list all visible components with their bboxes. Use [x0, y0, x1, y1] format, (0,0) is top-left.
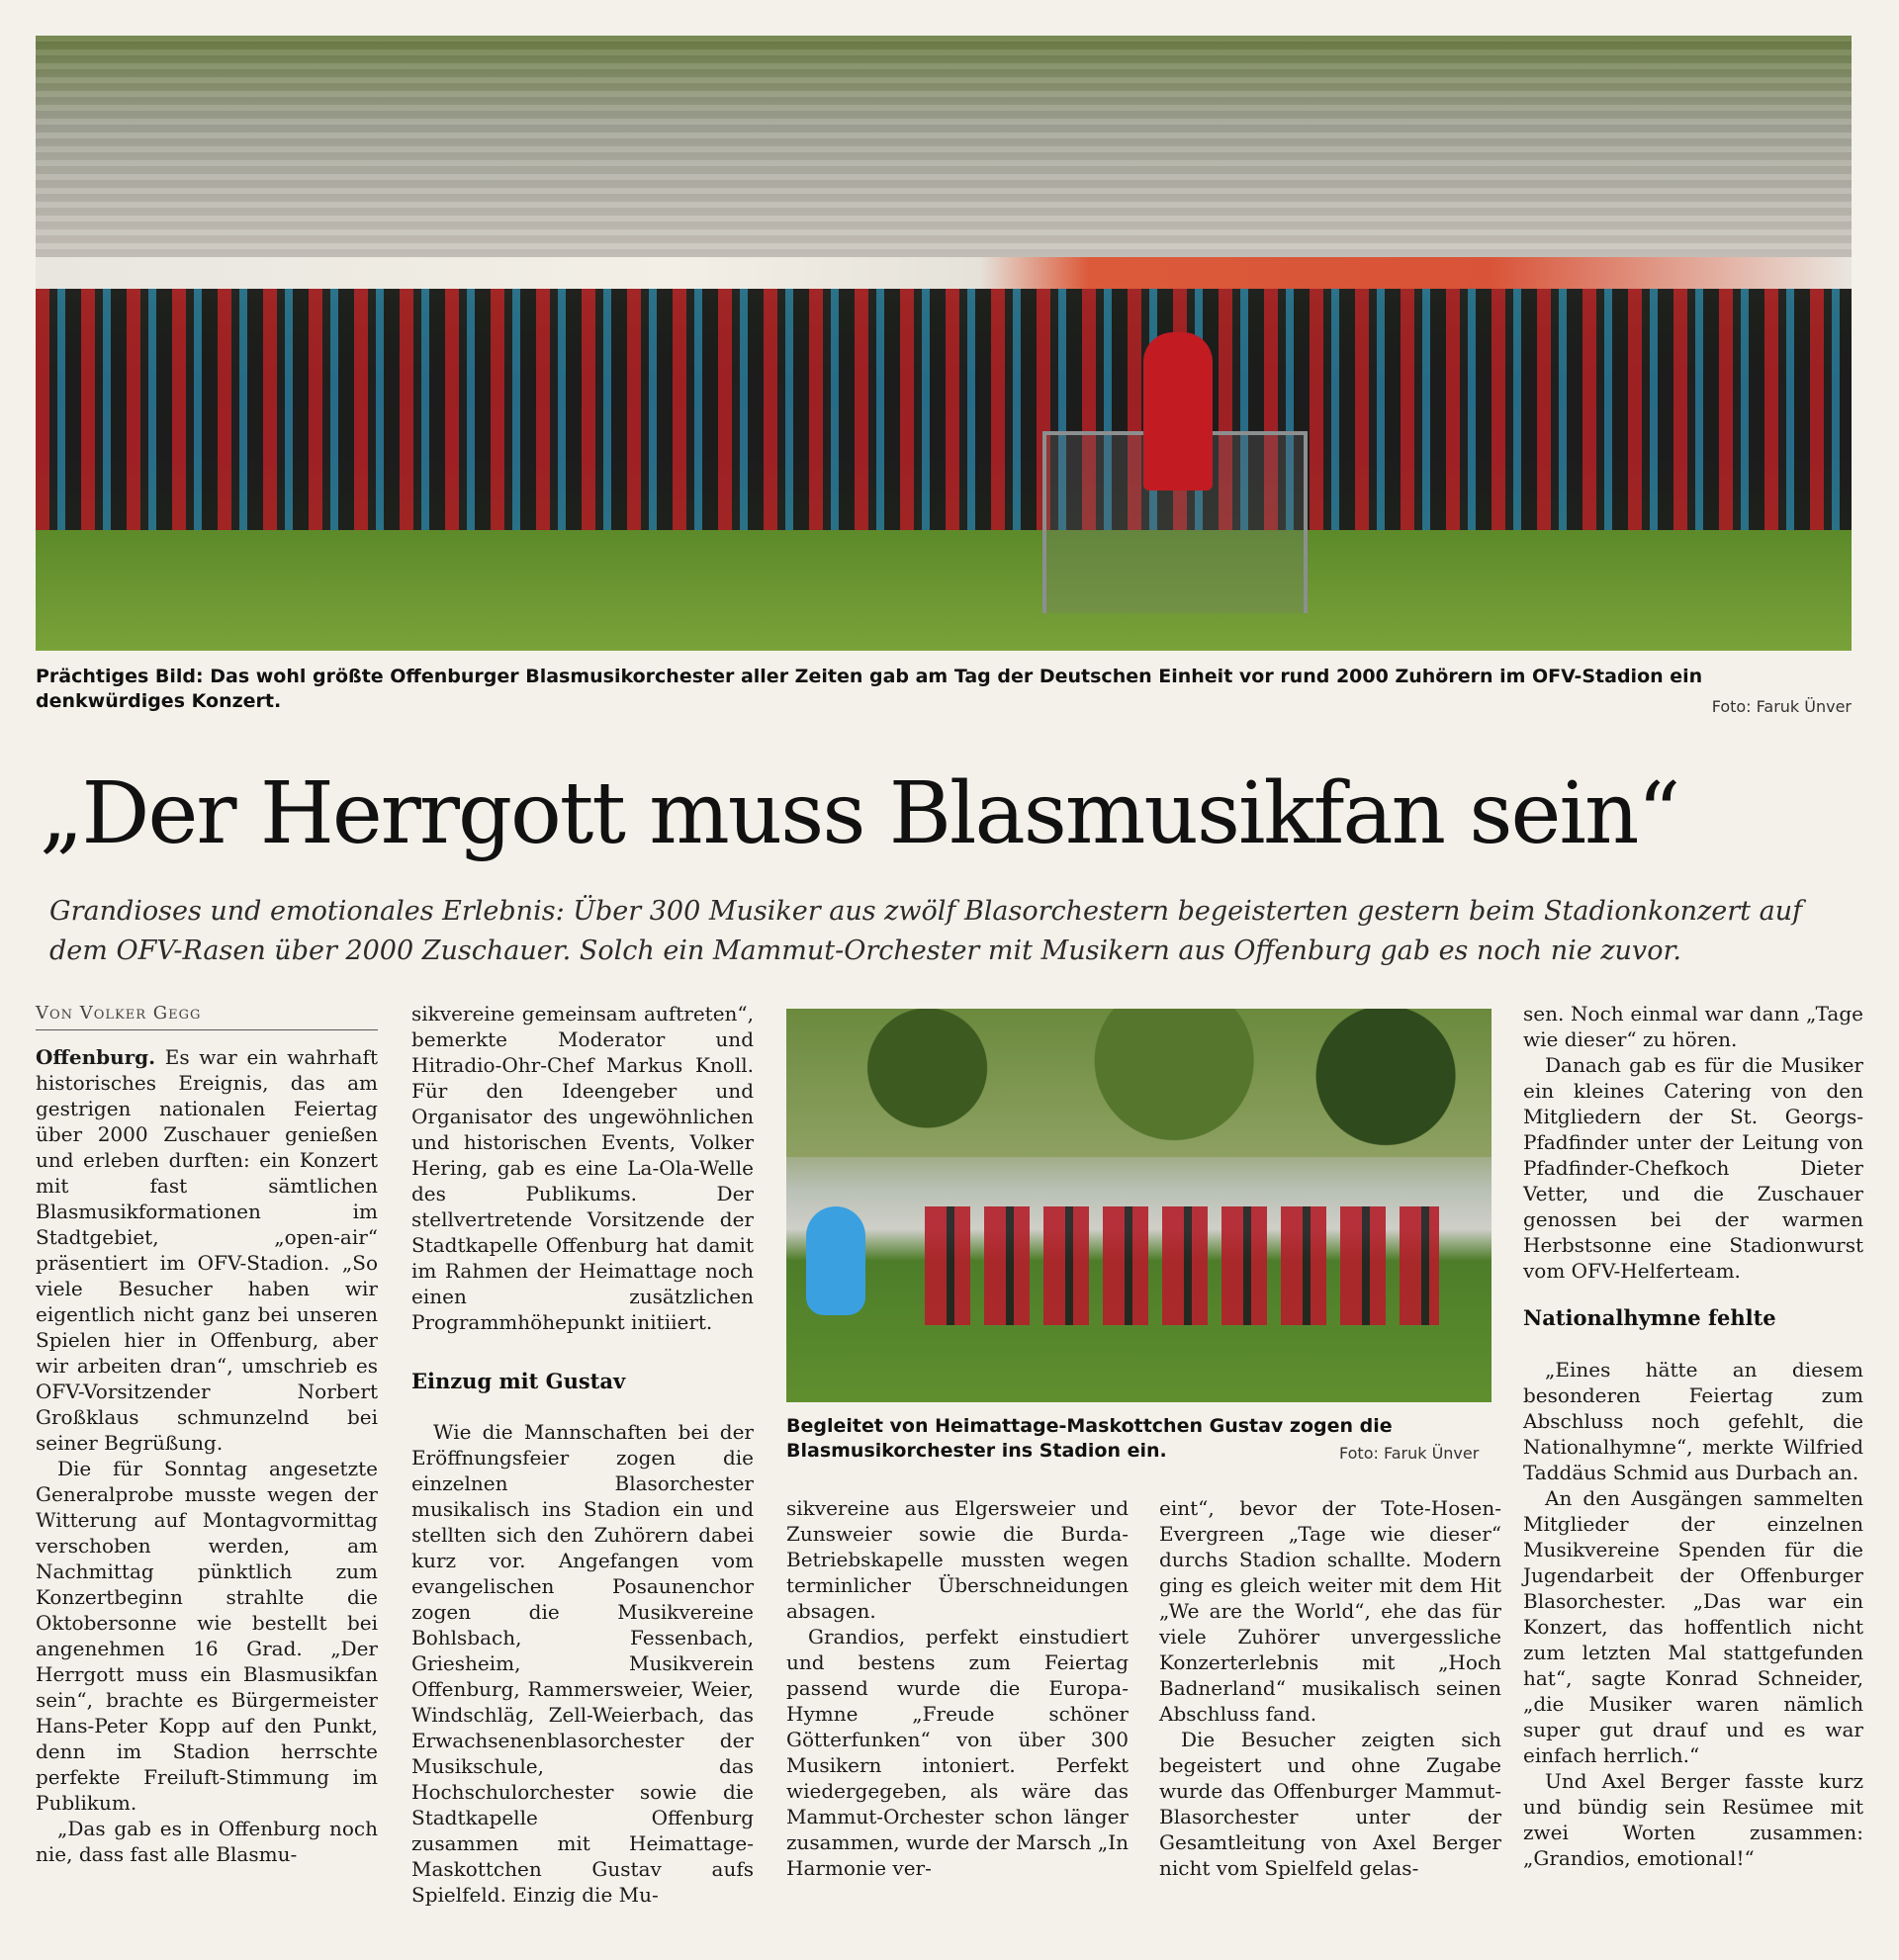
- column-5-bottom: [1523, 1357, 1863, 1871]
- subheadline: Grandioses und emotionales Erlebnis: Über 300 Musiker aus zwölf Blasorchestern begeisterten gestern beim Stadionkonzert auf dem OFV-Rasen über 2000 Zuschauer. Solch ein Mammut-Orchester mit Musikern aus Offenburg gab es noch nie zuvor.: [49, 896, 1803, 966]
- marching-band: [925, 1206, 1439, 1325]
- column-5-top: [1523, 1001, 1863, 1284]
- col1-para-1-text: Es war ein wahrhaft historisches Ereignis, das am gestrigen nationalen Feiertag über 2000 Zuschauer genießen und erleben durften: ein Konzert mit fast sämtlichen Blasmusikformationen im Stadtgebiet, „open-air“ präsentiert im OFV-Stadion. „So viele Besucher haben wir eigentlich nicht ganz bei unseren Spielen hier in Offenburg, aber wir arbeiten dran“, umschrieb es OFV-Vorsitzender Norbert Großklaus schmunzelnd bei seiner Begrüßung.: [36, 1045, 378, 1455]
- column-1: [36, 1001, 378, 1867]
- col4-para-1: eint“, bevor der Tote-Hosen-Evergreen „Tage wie dieser“ durchs Stadion schallte. Modern ging es gleich weiter mit dem Hit „We are the World“, ehe das für viele Zuhörer unvergessliche Konzerterlebnis mit „Hoch Badnerland“ musikalisch seinen Abschluss fand.: [1159, 1496, 1501, 1726]
- byline: Von Volker Gegg: [36, 1001, 378, 1030]
- stadium-stands: [36, 36, 1852, 263]
- subhead-einzug: Einzug mit Gustav: [411, 1369, 626, 1393]
- col2-para-2: Wie die Mannschaften bei der Eröffnungsfeier zogen die einzelnen Blasorchester musikalisch ins Stadion ein und stellten sich den Zuhörern dabei kurz vor. Angefangen vom evangelischen Posaunenchor zogen die Musikvereine Bohlsbach, Fessenbach, Griesheim, Musikverein Offenburg, Rammersweier, Weier, Windschläg, Zell-Weierbach, das Erwachsenenblasorchester der Musikschule, das Hochschulorchester sowie die Stadtkapelle Offenburg zusammen mit Heimattage-Maskottchen Gustav aufs Spielfeld. Einzig die Mu-: [411, 1420, 754, 1907]
- orchestra-musicians: [36, 289, 1852, 546]
- mid-photo-credit: Foto: Faruk Ünver: [1339, 1444, 1480, 1463]
- col2-para-1: sikvereine gemeinsam auftreten“, bemerkte Moderator und Hitradio-Ohr-Chef Markus Knoll. Für den Ideengeber und Organisator des ungewöhnlichen und historischen Events, Volker Hering, gab es eine La-Ola-Welle des Publikums. Der stellvertretende Vorsitzende der Stadtkapelle Offenburg hat damit im Rahmen der Heimattage noch einen zusätzlichen Programmhöhepunkt initiiert.: [411, 1002, 754, 1334]
- col5-para-2: Danach gab es für die Musiker ein kleines Catering von den Mitgliedern der St. Georgs-Pfadfinder unter der Leitung von Pfadfinder-Chefkoch Dieter Vetter, und die Zuschauer genossen bei der warmen Herbstsonne eine Stadionwurst vom OFV-Helferteam.: [1523, 1053, 1863, 1283]
- column-2-bottom: [411, 1419, 754, 1908]
- top-photo-caption: Prächtiges Bild: Das wohl größte Offenburger Blasmusikorchester aller Zeiten gab am Tag der Deutschen Einheit vor rund 2000 Zuhörern im OFV-Stadion ein denkwürdiges Konzert.: [36, 666, 1703, 712]
- top-photo-credit: Foto: Faruk Ünver: [1711, 697, 1852, 716]
- dateline: Offenburg.: [36, 1045, 156, 1069]
- trees: [786, 1009, 1492, 1157]
- column-4: [1159, 1495, 1501, 1881]
- col5-para-3: „Eines hätte an diesem besonderen Feiertag zum Abschluss noch gefehlt, die Nationalhymne“, merkte Wilfried Taddäus Schmid aus Durbach an.: [1523, 1358, 1863, 1484]
- col1-para-2: Die für Sonntag angesetzte Generalprobe musste wegen der Witterung auf Montagvormittag verschoben werden, am Nachmittag pünktlich zum Konzertbeginn strahlte die Oktobersonne wie bestellt bei angenehmen 16 Grad. „Der Herrgott muss ein Blasmusikfan sein“, brachte es Bürgermeister Hans-Peter Kopp auf den Punkt, denn im Stadion herrschte perfekte Freiluft-Stimmung im Publikum.: [36, 1457, 378, 1815]
- headline: „Der Herrgott muss Blasmusikfan sein“: [40, 764, 1679, 863]
- advertising-banners: [36, 257, 1852, 289]
- col5-para-5: Und Axel Berger fasste kurz und bündig sein Resümee mit zwei Worten zusammen: „Grandios, emotional!“: [1523, 1769, 1863, 1870]
- col3-para-1: sikvereine aus Elgersweier und Zunsweier sowie die Burda-Betriebskapelle mussten wegen terminlicher Überschneidungen absagen.: [786, 1496, 1129, 1623]
- conductor-figure: [1143, 332, 1213, 490]
- column-2-top: [411, 1001, 754, 1335]
- stadium-pitch: [36, 530, 1852, 651]
- band-march-photo: [786, 1009, 1492, 1402]
- col1-para-3: „Das gab es in Offenburg noch nie, dass fast alle Blasmu-: [36, 1817, 378, 1866]
- col4-para-2: Die Besucher zeigten sich begeistert und ohne Zugabe wurde das Offenburger Mammut-Blasorchester unter der Gesamtleitung von Axel Berger nicht vom Spielfeld gelas-: [1159, 1728, 1501, 1880]
- subhead-nationalhymne: Nationalhymne fehlte: [1523, 1305, 1776, 1330]
- col1-para-1: [36, 1044, 378, 1456]
- col5-para-1: sen. Noch einmal war dann „Tage wie dieser“ zu hören.: [1523, 1002, 1863, 1051]
- column-3: [786, 1495, 1129, 1881]
- col3-para-2: Grandios, perfekt einstudiert und bestens zum Feiertag passend wurde die Europa-Hymne „Freude schöner Götterfunken“ von über 300 Musikern intoniert. Perfekt wiedergegeben, als wäre das Mammut-Orchester schon länger zusammen, wurde der Marsch „In Harmonie ver-: [786, 1625, 1129, 1880]
- col5-para-4: An den Ausgängen sammelten Mitglieder der einzelnen Musikvereine Spenden für die Jugendarbeit der Offenburger Blasorchester. „Das war ein Konzert, das hoffentlich nicht zum letzten Mal stattgefunden hat“, sagte Konrad Schneider, „die Musiker waren nämlich super gut drauf und es war einfach herrlich.“: [1523, 1486, 1863, 1767]
- orchestra-photo: [36, 36, 1852, 651]
- mid-photo-caption: Begleitet von Heimattage-Maskottchen Gustav zogen die Blasmusikorchester ins Stadion ein.: [786, 1415, 1393, 1462]
- mascot-gustav: [806, 1206, 865, 1315]
